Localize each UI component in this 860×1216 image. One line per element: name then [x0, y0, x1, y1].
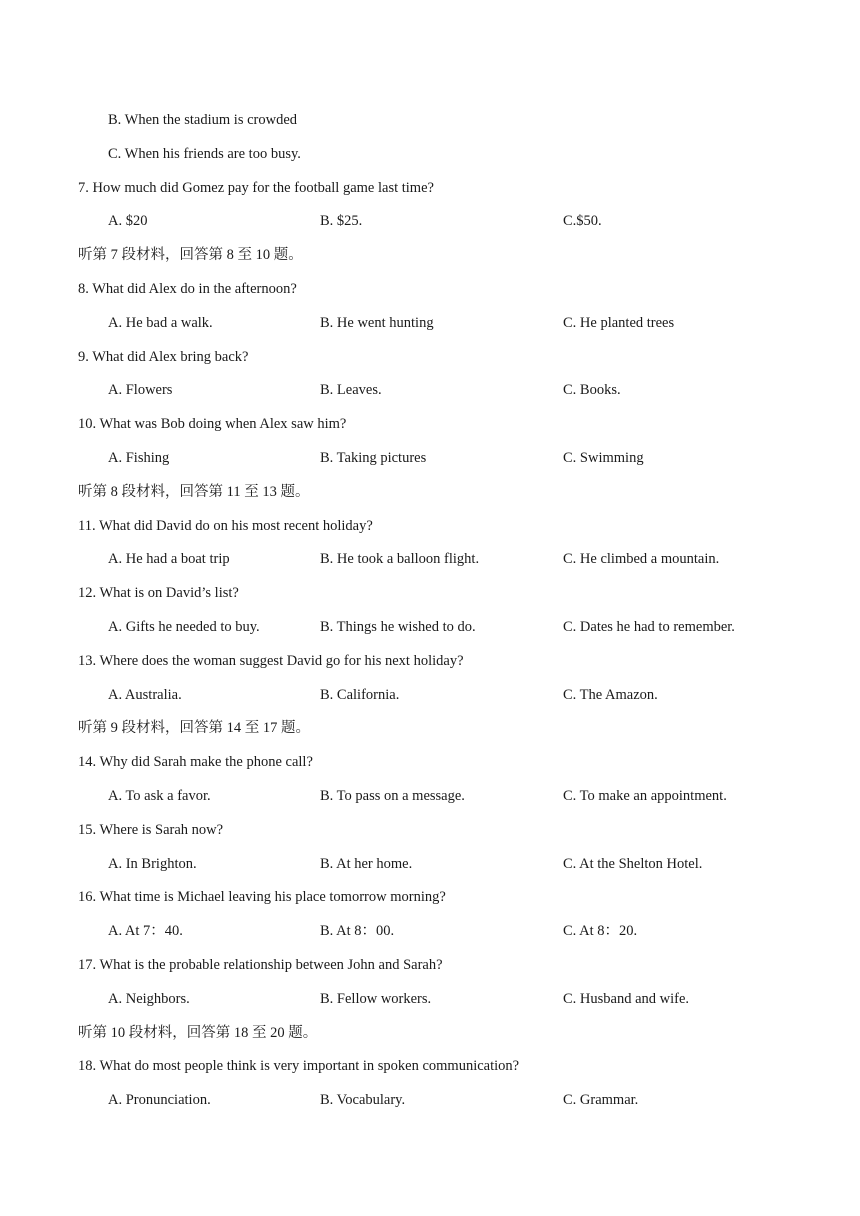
question-text: 7. How much did Gomez pay for the football game last time?: [78, 180, 434, 196]
option-a: A. Gifts he needed to buy.: [108, 619, 260, 635]
option-a: A. Australia.: [108, 687, 182, 703]
question-text: 18. What do most people think is very important in spoken communication?: [78, 1058, 520, 1074]
option-a: A. At 7：40.: [108, 923, 183, 939]
option-row: [0, 144, 860, 164]
option-b: B. Things he wished to do.: [320, 619, 476, 635]
section-instruction: 听第 7 段材料，回答第 8 至 10 题。: [78, 247, 303, 263]
question-row: [0, 279, 860, 299]
answer-options-row: [0, 786, 860, 806]
option-a: A. $20: [108, 213, 148, 229]
answer-options-row: [0, 617, 860, 637]
section-row: [0, 1023, 860, 1043]
option-a: A. Neighbors.: [108, 991, 190, 1007]
option-c: C. Grammar.: [563, 1092, 639, 1108]
question-text: 12. What is on David’s list?: [78, 585, 239, 601]
option-a: A. He bad a walk.: [108, 315, 213, 331]
option-c: C. Books.: [563, 382, 621, 398]
option-b: B. Vocabulary.: [320, 1092, 406, 1108]
question-text: 11. What did David do on his most recent holiday?: [78, 518, 373, 534]
question-text: 17. What is the probable relationship between John and Sarah?: [78, 957, 443, 973]
answer-options-row: [0, 380, 860, 400]
option-b: B. At 8：00.: [320, 923, 395, 939]
option-b: B. Taking pictures: [320, 450, 427, 466]
option-row: [0, 110, 860, 130]
question-text: 9. What did Alex bring back?: [78, 349, 249, 365]
option-a: A. He had a boat trip: [108, 551, 230, 567]
question-text: 8. What did Alex do in the afternoon?: [78, 281, 297, 297]
question-row: [0, 820, 860, 840]
answer-options-row: [0, 448, 860, 468]
question-row: [0, 887, 860, 907]
option-line: C. When his friends are too busy.: [108, 146, 301, 162]
question-row: [0, 955, 860, 975]
option-c: C. He planted trees: [563, 315, 675, 331]
section-instruction: 听第 8 段材料，回答第 11 至 13 题。: [78, 484, 310, 500]
answer-options-row: [0, 921, 860, 941]
option-c: C. Husband and wife.: [563, 991, 690, 1007]
option-c: C. He climbed a mountain.: [563, 551, 720, 567]
option-c: C.$50.: [563, 213, 602, 229]
option-c: C. To make an appointment.: [563, 788, 727, 804]
option-a: A. Flowers: [108, 382, 173, 398]
option-c: C. Swimming: [563, 450, 644, 466]
question-text: 15. Where is Sarah now?: [78, 822, 224, 838]
answer-options-row: [0, 854, 860, 874]
option-b: B. California.: [320, 687, 400, 703]
question-text: 14. Why did Sarah make the phone call?: [78, 754, 313, 770]
question-row: [0, 752, 860, 772]
option-a: A. Fishing: [108, 450, 170, 466]
question-row: [0, 347, 860, 367]
answer-options-row: [0, 989, 860, 1009]
section-row: [0, 482, 860, 502]
question-text: 10. What was Bob doing when Alex saw him?: [78, 416, 347, 432]
question-row: [0, 583, 860, 603]
question-row: [0, 516, 860, 536]
option-c: C. At the Shelton Hotel.: [563, 856, 703, 872]
question-text: 13. Where does the woman suggest David go for his next holiday?: [78, 653, 464, 669]
option-c: C. At 8：20.: [563, 923, 638, 939]
option-b: B. Fellow workers.: [320, 991, 432, 1007]
option-c: C. The Amazon.: [563, 687, 658, 703]
answer-options-row: [0, 1090, 860, 1110]
question-row: [0, 1056, 860, 1076]
option-b: B. At her home.: [320, 856, 413, 872]
option-a: A. Pronunciation.: [108, 1092, 211, 1108]
section-row: [0, 245, 860, 265]
question-row: [0, 651, 860, 671]
option-b: B. To pass on a message.: [320, 788, 465, 804]
answer-options-row: [0, 313, 860, 333]
option-c: C. Dates he had to remember.: [563, 619, 735, 635]
section-instruction: 听第 9 段材料，回答第 14 至 17 题。: [78, 720, 310, 736]
question-text: 16. What time is Michael leaving his place tomorrow morning?: [78, 889, 446, 905]
question-row: [0, 178, 860, 198]
section-instruction: 听第 10 段材料，回答第 18 至 20 题。: [78, 1025, 318, 1041]
section-row: [0, 718, 860, 738]
option-b: B. $25.: [320, 213, 363, 229]
option-b: B. He went hunting: [320, 315, 434, 331]
answer-options-row: [0, 549, 860, 569]
option-a: A. To ask a favor.: [108, 788, 211, 804]
answer-options-row: [0, 685, 860, 705]
answer-options-row: [0, 211, 860, 231]
option-b: B. Leaves.: [320, 382, 382, 398]
option-b: B. He took a balloon flight.: [320, 551, 480, 567]
option-line: B. When the stadium is crowded: [108, 112, 298, 128]
question-row: [0, 414, 860, 434]
option-a: A. In Brighton.: [108, 856, 197, 872]
